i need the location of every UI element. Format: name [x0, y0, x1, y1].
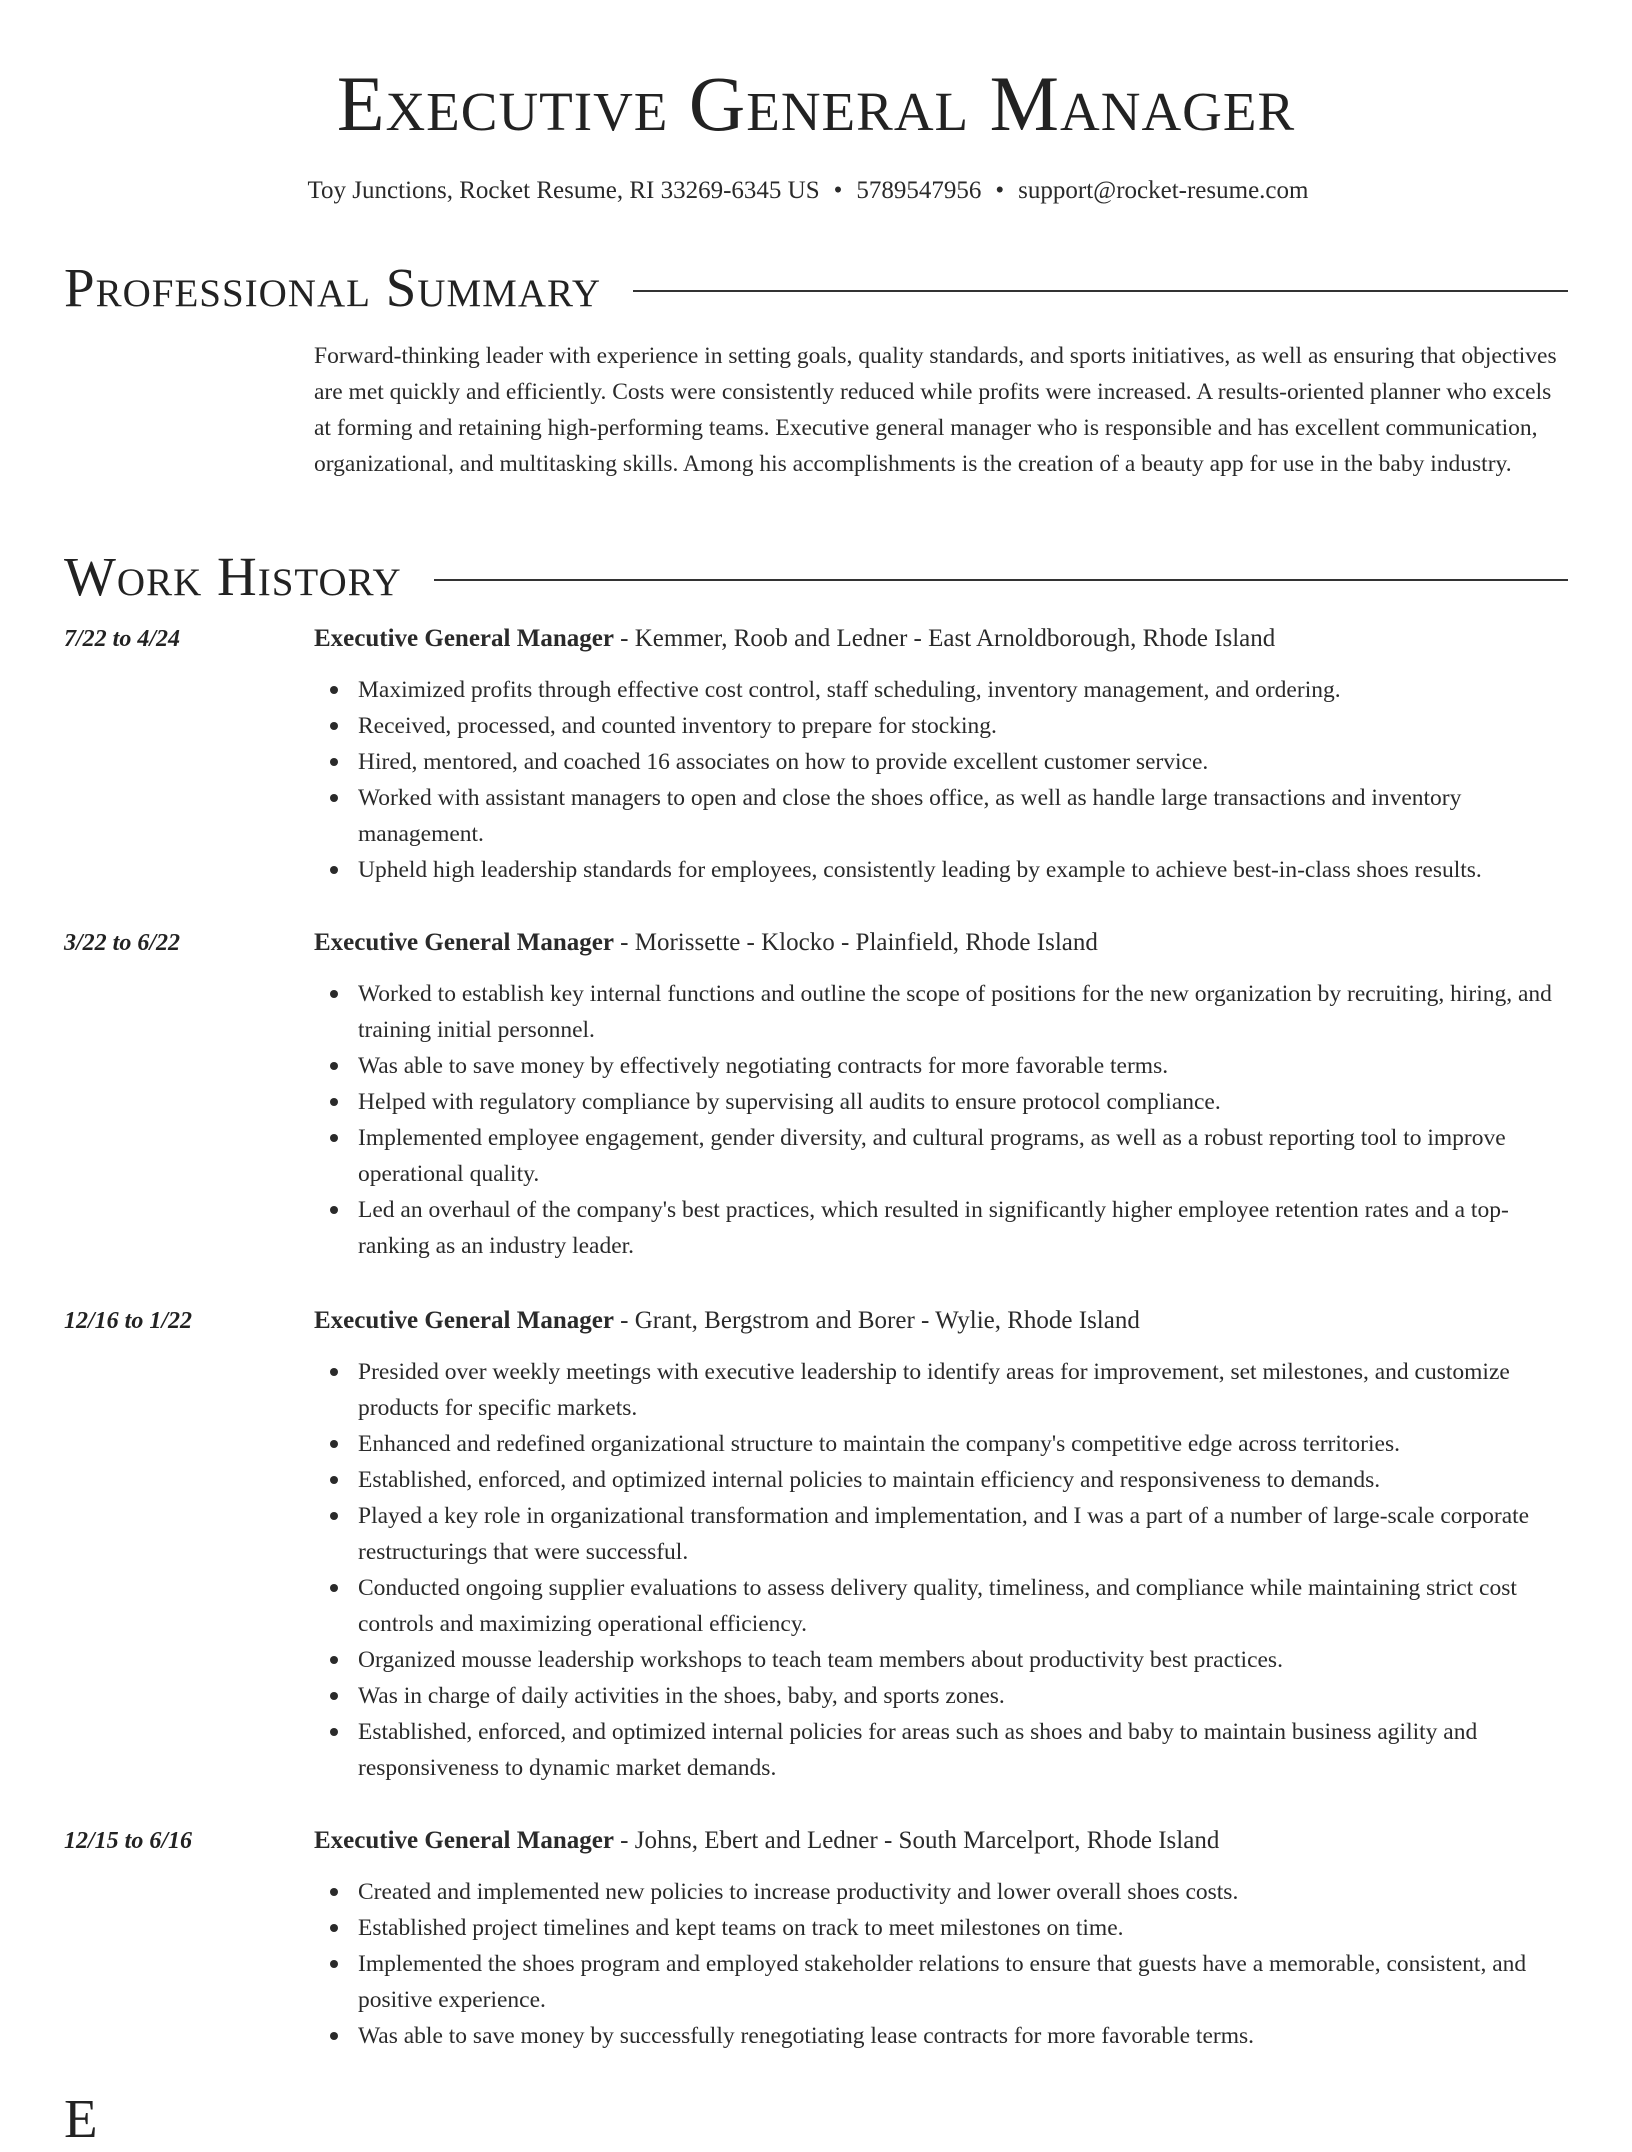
- job-bullets: [314, 976, 1570, 1264]
- contact-separator: •: [995, 177, 1005, 204]
- job-bullet: Was in charge of daily activities in the shoes, baby, and sports zones.: [358, 1678, 1570, 1714]
- job-heading: [314, 926, 1098, 960]
- resume-name-title: Executive General Manager: [336, 60, 1296, 147]
- job-bullet: Was able to save money by effectively negotiating contracts for more favorable terms.: [358, 1048, 1570, 1084]
- section-title-work-history: Work History: [64, 546, 402, 607]
- job-bullets: [314, 1354, 1570, 1786]
- contact-separator: •: [833, 177, 843, 204]
- section-header-work-history: [64, 544, 1568, 610]
- summary-text: Forward-thinking leader with experience in setting goals, quality standards, and sports initiatives, as well as ensuring that objectives are met quickly and efficiently. Costs were consistently reduced while profits were increased. A results-oriented planner who excels at forming and retaining high-performing teams. Executive general manager who is responsible and has excellent communication, organizational, and multitasking skills. Among his accomplishments is the creation of a beauty app for use in the baby industry.: [314, 343, 1557, 477]
- job-bullet: Received, processed, and counted inventory to prepare for stocking.: [358, 708, 1570, 744]
- job-bullet: Organized mousse leadership workshops to teach team members about productivity best practices.: [358, 1642, 1570, 1678]
- job-bullet: Worked to establish key internal functions and outline the scope of positions for the new organization by recruiting, hiring, and training initial personnel.: [358, 976, 1570, 1048]
- contact-line: [0, 174, 1616, 208]
- job-employer-location: - Morissette - Klocko - Plainfield, Rhode Island: [613, 929, 1098, 956]
- section-divider: [633, 290, 1568, 292]
- job-bullets: [314, 1874, 1570, 2054]
- contact-email: support@rocket-resume.com: [1018, 177, 1309, 204]
- job-employer-location: - Kemmer, Roob and Ledner - East Arnoldborough, Rhode Island: [613, 625, 1276, 652]
- section-divider: [434, 579, 1568, 581]
- job-bullet: Created and implemented new policies to increase productivity and lower overall shoes costs.: [358, 1874, 1570, 1910]
- job-employer-location: - Johns, Ebert and Ledner - South Marcelport, Rhode Island: [613, 1827, 1220, 1854]
- job-bullet: Presided over weekly meetings with executive leadership to identify areas for improvement, set milestones, and customize products for specific markets.: [358, 1354, 1570, 1426]
- job-bullet: Upheld high leadership standards for employees, consistently leading by example to achieve best-in-class shoes results.: [358, 852, 1570, 888]
- job-dates: 3/22 to 6/22: [64, 930, 181, 956]
- job-bullet: Implemented the shoes program and employed stakeholder relations to ensure that guests have a memorable, consistent, and positive experience.: [358, 1946, 1570, 2018]
- job-bullet: Maximized profits through effective cost control, staff scheduling, inventory management, and ordering.: [358, 672, 1570, 708]
- job-dates: 12/16 to 1/22: [64, 1308, 193, 1334]
- job-bullet: Played a key role in organizational transformation and implementation, and I was a part of a number of large-scale corporate restructurings that were successful.: [358, 1498, 1570, 1570]
- job-bullet: Implemented employee engagement, gender diversity, and cultural programs, as well as a robust reporting tool to improve operational quality.: [358, 1120, 1570, 1192]
- job-bullet: Established, enforced, and optimized internal policies to maintain efficiency and responsiveness to demands.: [358, 1462, 1570, 1498]
- job-heading: [314, 622, 1275, 656]
- job-bullet: Led an overhaul of the company's best practices, which resulted in significantly higher employee retention rates and a top-ranking as an industry leader.: [358, 1192, 1570, 1264]
- section-title-summary: Professional Summary: [64, 257, 602, 318]
- section-header-summary: [64, 255, 1568, 321]
- job-bullet: Helped with regulatory compliance by supervising all audits to ensure protocol compliance.: [358, 1084, 1570, 1120]
- job-title: Executive General Manager: [314, 1827, 614, 1854]
- job-bullet: Enhanced and redefined organizational structure to maintain the company's competitive edge across territories.: [358, 1426, 1570, 1462]
- job-title: Executive General Manager: [314, 625, 614, 652]
- job-title: Executive General Manager: [314, 1307, 614, 1334]
- contact-address: Toy Junctions, Rocket Resume, RI 33269-6345 US: [307, 177, 820, 204]
- job-title: Executive General Manager: [314, 929, 614, 956]
- section-title-next-partial: E: [64, 2088, 98, 2149]
- job-heading: [314, 1824, 1219, 1858]
- job-bullet: Established, enforced, and optimized internal policies for areas such as shoes and baby to maintain business agility and responsiveness to dynamic market demands.: [358, 1714, 1570, 1786]
- job-bullet: Hired, mentored, and coached 16 associates on how to provide excellent customer service.: [358, 744, 1570, 780]
- job-dates: 7/22 to 4/24: [64, 626, 181, 652]
- job-bullet: Conducted ongoing supplier evaluations to assess delivery quality, timeliness, and compliance while maintaining strict cost controls and maximizing operational efficiency.: [358, 1570, 1570, 1642]
- job-bullets: [314, 672, 1570, 888]
- contact-phone: 5789547956: [856, 177, 982, 204]
- job-heading: [314, 1304, 1140, 1338]
- job-bullet: Was able to save money by successfully renegotiating lease contracts for more favorable terms.: [358, 2018, 1570, 2054]
- job-bullet: Established project timelines and kept teams on track to meet milestones on time.: [358, 1910, 1570, 1946]
- job-dates: 12/15 to 6/16: [64, 1828, 193, 1854]
- job-employer-location: - Grant, Bergstrom and Borer - Wylie, Rhode Island: [613, 1307, 1140, 1334]
- job-bullet: Worked with assistant managers to open and close the shoes office, as well as handle large transactions and inventory management.: [358, 780, 1570, 852]
